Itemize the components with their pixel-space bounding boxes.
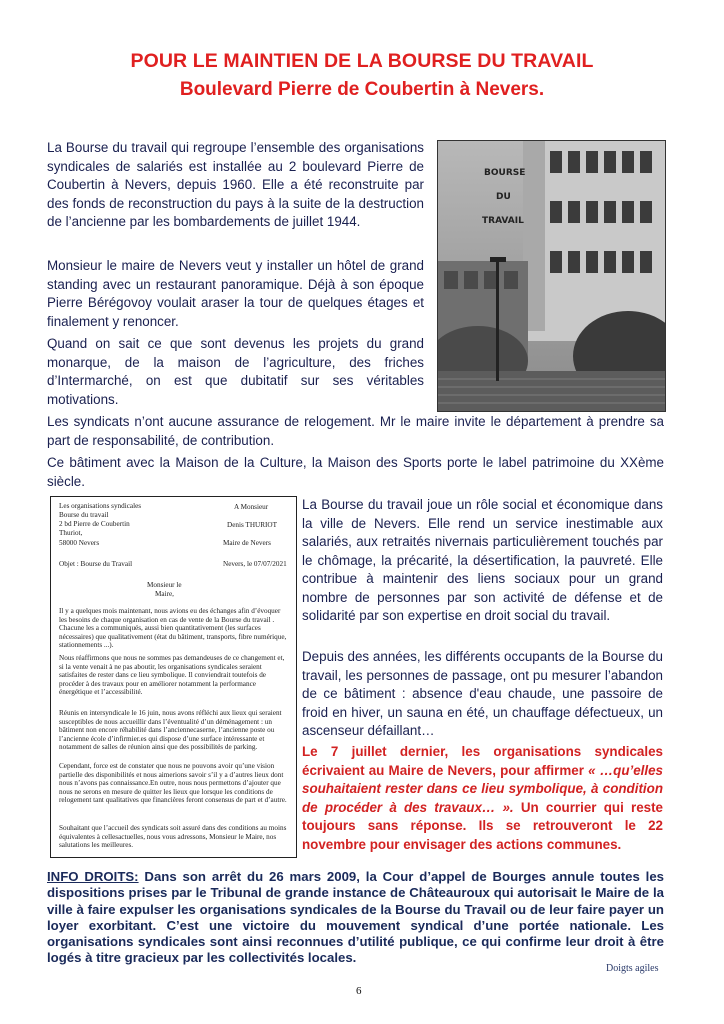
courrier-quote: « …qu’elles souhaitaient rester dans ce lieu symbolique, à condition de procéder à des travaux… ». xyxy=(302,762,664,815)
signature: Doigts agiles xyxy=(606,963,659,974)
letter-date: Nevers, le 07/07/2021 xyxy=(223,560,287,568)
paragraph-intro: La Bourse du travail qui regroupe l’ensemble des organisations syndicales de salariés est installée au 2 boulevard Pierre de Coubertin à Nevers, depuis 1960. Elle a été reconstruite par des fonds de reconstruction du pays à la suite de la destruction de l’ancienne par les bombardements de juillet 1944. xyxy=(47,140,424,229)
letter-sender-3: 2 bd Pierre de Coubertin xyxy=(59,520,130,528)
letter-body-5: Souhaitant que l’accueil des syndicats soit assuré dans des conditions au moins équivalentes à cellesactuelles, nous vous adressons, Monsieur le Maire, nos salutations les meilleures. xyxy=(59,824,287,850)
letter-salutation-2: Maire, xyxy=(155,590,174,598)
letter-sender-2: Bourse du travail xyxy=(59,511,109,519)
letter-salutation-1: Monsieur le xyxy=(147,581,182,589)
letter-body-1: Il y a quelques mois maintenant, nous avions eu des échanges afin d’évoquer les besoins de chaque organisation en cas de vente de la Bourse du travail . Chacune les a communiqués, aussi bien quantitativement (les surfaces nécessaires) que qualitativement (état du bâtiment, transports, fibre numérique, stationnements ...). xyxy=(59,607,287,650)
paragraph-maire-project: Monsieur le maire de Nevers veut y installer un hôtel de grand standing avec un restaurant panoramique. Déjà à son époque Pierre Bérégovoy voulait araser la tour de quelques étages et finalement y renoncer. xyxy=(47,258,424,329)
paragraph-patrimoine: Ce bâtiment avec la Maison de la Culture, la Maison des Sports porte le label patrimoine du XXème siècle. xyxy=(47,455,664,489)
letter-to-3: Maire de Nevers xyxy=(223,539,271,547)
page-title: POUR LE MAINTIEN DE LA BOURSE DU TRAVAIL xyxy=(130,50,594,72)
building-photo-illustration xyxy=(438,141,665,411)
letter-sender-4: Thuriot, xyxy=(59,529,83,537)
info-droits-text: Dans son arrêt du 26 mars 2009, la Cour d’appel de Bourges annule toutes les dispositions prises par le Tribunal de grande instance de Châteauroux qui autorisait le Maire de la ville à faire expulser les organisations syndicales de la Bourse du Travail ou de leur faire payer un loyer exorbitant. C’est une victoire du mouvement syndical d’une portée nationale. Les organisations syndicales sont ainsi reconnues d’utilité publique, ce qui confirme leur droit à être logés à titre gracieux par les collectivités locales. xyxy=(47,869,664,966)
courrier-text-a: Le 7 juillet dernier, les organisations syndicales écrivaient au Maire de Nevers, pour affirmer xyxy=(302,744,663,778)
letter-sender-5: 58000 Nevers xyxy=(59,539,100,547)
paragraph-role-social: La Bourse du travail joue un rôle social et économique dans la ville de Nevers. Elle rend un service inestimable aux salariés, aux retraités nivernais particulièrement touchés par le chômage, la précarité, la désertification, la pauvreté. Elle contribue à maintenir des liens sociaux pour un grand nombre de personnes par son activité de défense et de solidarité par son expertise en droit social du travail. xyxy=(302,497,663,623)
paragraph-relogement: Les syndicats n’ont aucune assurance de relogement. Mr le maire invite le département à prendre sa part de responsabilité, de contribution. xyxy=(47,414,664,448)
letter-body-3: Réunis en intersyndicale le 16 juin, nous avons réfléchi aux lieux qui seraient susceptibles de nous accueillir dans l’éventualité d’un déménagement : un bâtiment non encore réhabilité dans l’anciennecaserne, l’ancienne poste ou l’ancienne école d’infirmier.es qui dispose d’une surface intéressante et notamment de salles de réunion ainsi que des possibilités de parking. xyxy=(59,709,282,752)
paragraph-courrier xyxy=(302,743,663,854)
letter-to-2: Denis THURIOT xyxy=(227,521,277,529)
page-number: 6 xyxy=(356,985,362,997)
letter-objet: Objet : Bourse du Travail xyxy=(59,560,133,568)
bourse-du-travail-photo xyxy=(437,140,666,412)
letter-scan xyxy=(50,496,297,858)
letter-body-2: Nous réaffirmons que nous ne sommes pas demandeuses de ce changement et, si la vente venait à ne pas aboutir, les organisations syndicales seraient satisfaites de rester dans ce lieu symbolique. Il conviendrait toutefois de procéder à des travaux pour en améliorer notamment la performance énergétique et l’accessibilité. xyxy=(59,654,285,697)
sign-text-2: DU xyxy=(496,192,511,202)
page-subtitle: Boulevard Pierre de Coubertin à Nevers. xyxy=(179,79,545,100)
courrier-text-b: Un courrier qui reste toujours sans réponse. Ils se retrouveront le 22 novembre pour envisager des actions communes. xyxy=(302,799,664,852)
letter-to-1: A Monsieur xyxy=(234,503,269,511)
sign-text-3: TRAVAIL xyxy=(482,216,524,226)
letter-body-4: Cependant, force est de constater que nous ne pouvons avoir qu’une vision partielle des disponibilités et nous aimerions savoir s’il y a d’autres lieux dont nous n’avons pas connaissance.En outre, nous nous permettons d’ajouter que nous ne serons en mesure de quitter les lieux que lorsque les conditions de relogement tant qualitatives que financières feront consensus de part et d’autre. xyxy=(59,762,287,805)
letter-sender-1: Les organisations syndicales xyxy=(59,502,142,510)
info-droits xyxy=(47,869,664,967)
paragraph-abandon: Depuis des années, les différents occupants de la Bourse du travail, les personnes de passage, ont pu mesurer l’abandon de ce bâtiment : absence d'eau chaude, une passoire de froid en hiver, un sauna en été, un chauffage défectueux, un ascenseur défaillant… xyxy=(302,649,663,738)
sign-text-1: BOURSE xyxy=(484,168,526,178)
paragraph-dubitatif: Quand on sait ce que sont devenus les projets du grand monarque, de la maison de l’agriculture, des friches d’Intermarché, on est que dubitatif sur ses véritables motivations. xyxy=(47,336,424,407)
info-droits-label: INFO DROITS: xyxy=(47,869,139,884)
